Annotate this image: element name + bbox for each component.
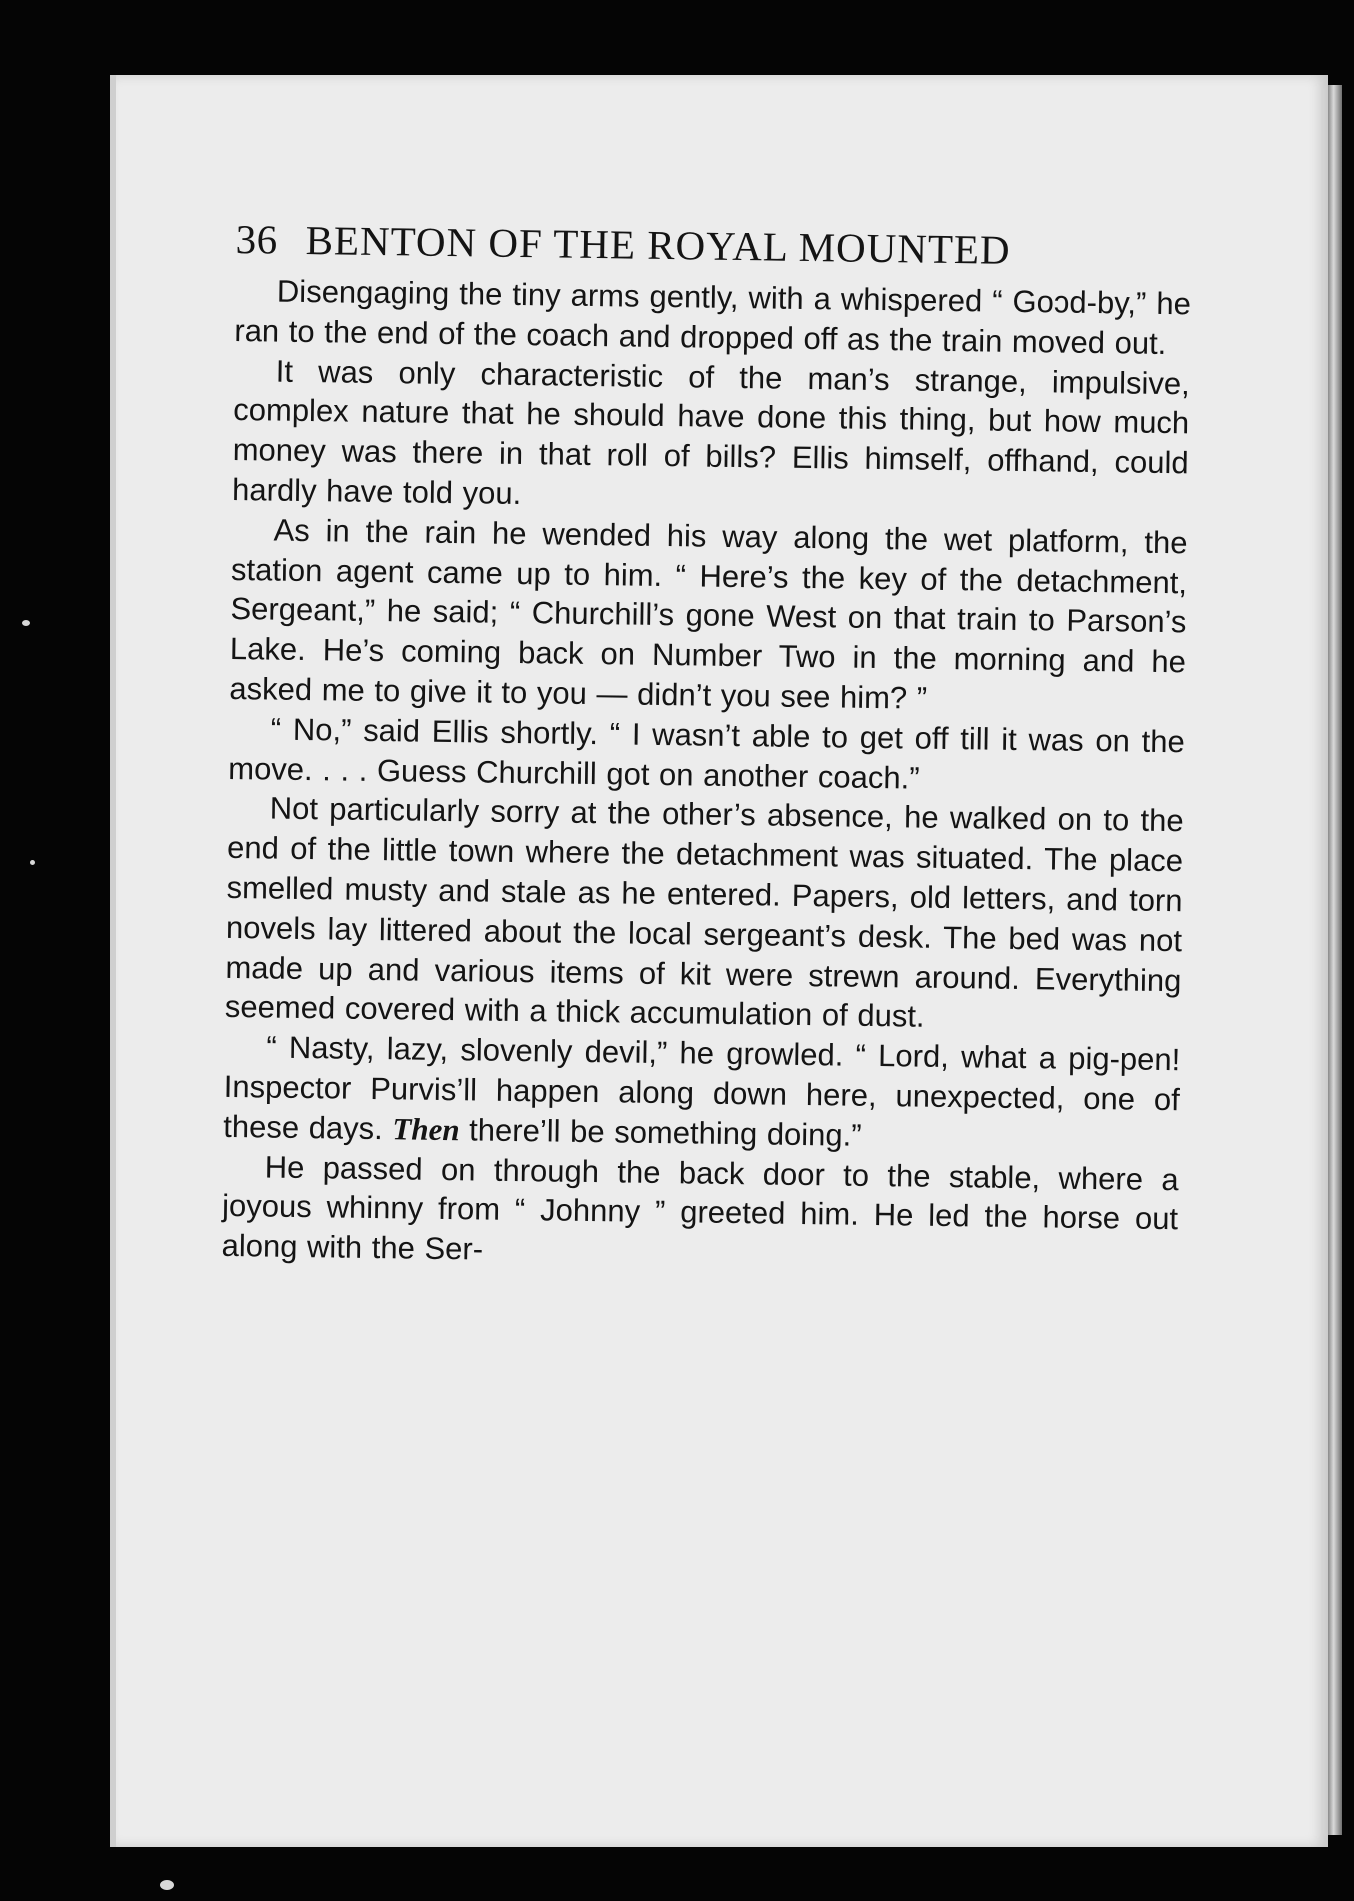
paragraph: Not particularly sorry at the other’s absence, he walked on to the end of the little town where the detachment was situated. The place smelled musty and stale as he entered. Papers, old letters, and torn novels lay littered about the local sergeant’s desk. The bed was not made up and various items of kit were strewn around. Everything seemed covered with a thick accumulation of dust. <box>224 790 1184 1035</box>
dust-speck <box>160 1880 174 1890</box>
page-text <box>221 215 1192 1279</box>
paragraph <box>223 1027 1181 1160</box>
paragraph-text: there’ll be something doing.” <box>459 1111 862 1153</box>
page-edge <box>1328 85 1342 1835</box>
running-title: BENTON OF THE ROYAL MOUNTED <box>305 216 1011 273</box>
paragraph: “ No,” said Ellis shortly. “ I wasn’t able to get off till it was on the move. . . . Guess Churchill got on another coach.” <box>228 711 1185 796</box>
paragraph-text: “ Nasty, lazy, slovenly devil,” he growled. “ Lord, what a pig-pen! Inspector Purvis’ll happen along down here, unexpected, one of these days. <box>223 1029 1181 1147</box>
dust-speck <box>22 620 30 626</box>
dust-speck <box>30 860 35 865</box>
paragraph: Disengaging the tiny arms gently, with a whispered “ Goɔd-by,” he ran to the end of the coach and dropped off as the train moved out. <box>234 273 1192 361</box>
page-number: 36 <box>235 215 278 263</box>
paragraph: He passed on through the back door to the stable, where a joyous whinny from “ Johnny ” greeted him. He led the horse out along with the Ser- <box>221 1149 1179 1267</box>
italic-emphasis: Then <box>392 1111 460 1147</box>
paragraph: It was only characteristic of the man’s strange, impulsive, complex nature that he should have done this thing, but how much money was there in that roll of bills? Ellis himself, offhand, could hardly have told you. <box>231 353 1190 511</box>
paragraph: As in the rain he wended his way along the wet platform, the station agent came up to him. “ Here’s the key of the detachment, Sergeant,” he said; “ Churchill’s gone West on that train to Parson’s Lake. He’s coming back on Number Two in the morning and he asked me to give it to you — didn’t you see him? ” <box>229 512 1188 716</box>
